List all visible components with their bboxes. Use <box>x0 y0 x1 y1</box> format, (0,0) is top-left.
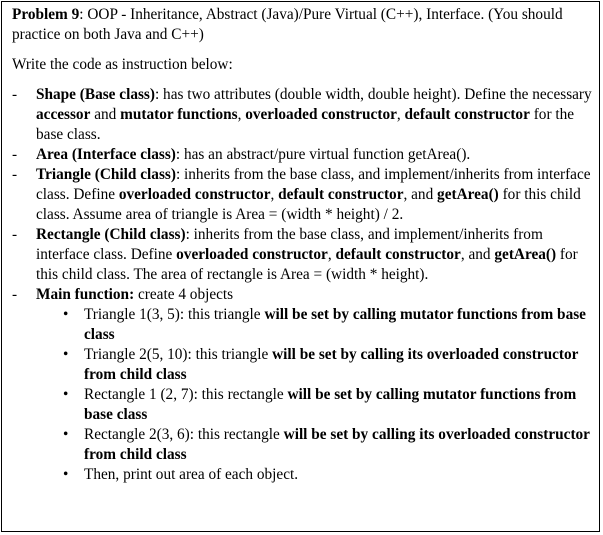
items-0-text: default constructor <box>404 106 530 123</box>
items-0-text: , <box>237 106 246 123</box>
items-3-text: (Child class) <box>104 226 186 243</box>
items-3-text: default constructor <box>335 246 461 263</box>
dash-marker: - <box>12 226 18 243</box>
items-4-text: Main function: <box>36 286 135 303</box>
dash-marker: - <box>12 166 18 183</box>
items-0-text: , <box>396 106 405 123</box>
instructions-intro: Write the code as instruction below: <box>12 56 233 73</box>
dash-marker: - <box>12 286 18 303</box>
bullets-1-text: Triangle 2(5, 10): this triangle <box>84 346 273 363</box>
object-item <box>12 425 597 465</box>
items-3-text: , and <box>460 246 495 263</box>
bullets-1-text: will be set by calling its overloaded constructor from child class <box>84 346 579 383</box>
problem-description: : OOP - Inheritance, Abstract (Java)/Pure Virtual (C++), Interface. (You should practice on both Java and C++) <box>12 6 563 43</box>
requirement-item <box>12 285 597 305</box>
items-3-text: Rectangle <box>36 226 101 243</box>
bullets-2-text: Rectangle 1 (2, 7): this rectangle <box>84 386 288 403</box>
items-2-text: getArea() <box>437 186 499 203</box>
requirement-item <box>12 165 597 225</box>
bullet-icon: • <box>63 346 69 363</box>
items-2-text: Triangle (Child class) <box>36 166 176 183</box>
items-3-text: : inherits from the base class, and implement/inherits from interface class. Define <box>36 226 543 263</box>
bullet-icon: • <box>63 386 69 403</box>
problem-heading <box>12 5 597 45</box>
items-0-text: and <box>90 106 121 123</box>
object-item <box>12 385 597 425</box>
dash-marker: - <box>12 146 18 163</box>
items-3-text: for this child class. The area of rectangle is Area = (width * height). <box>36 246 578 283</box>
bullet-icon: • <box>63 306 69 323</box>
bullets-0-text: Triangle 1(3, 5): this triangle <box>84 306 265 323</box>
items-0-text: overloaded constructor <box>245 106 397 123</box>
requirement-item <box>12 225 597 285</box>
items-3-text: overloaded constructor <box>176 246 328 263</box>
items-3-text: , <box>327 246 336 263</box>
items-2-text: : inherits from the base class, and implement/inherits from interface class. Define <box>36 166 591 203</box>
items-0-text: accessor <box>36 106 91 123</box>
objects-list <box>12 305 597 485</box>
items-2-text: , <box>270 186 279 203</box>
object-item <box>12 305 597 345</box>
requirements-list <box>12 85 597 305</box>
object-item <box>12 465 597 485</box>
problem-content <box>12 5 597 485</box>
items-0-text: Shape (Base class) <box>36 86 155 103</box>
items-2-text: default constructor <box>278 186 404 203</box>
requirement-item <box>12 145 597 165</box>
problem-title: Problem 9 <box>12 6 80 23</box>
bullets-0-text: will be set by calling mutator functions from base class <box>84 306 586 343</box>
items-1-text: : has an abstract/pure virtual function getArea(). <box>175 146 471 163</box>
items-4-text: create 4 objects <box>134 286 234 303</box>
items-3-text: getArea() <box>494 246 557 263</box>
problem-box <box>1 1 600 532</box>
object-item <box>12 345 597 385</box>
items-2-text: for this child class. Assume area of triangle is Area = (width * height) / 2. <box>36 186 581 223</box>
bullets-4-text: Then, print out area of each object. <box>84 466 299 483</box>
items-2-text: overloaded constructor <box>118 186 271 203</box>
bullets-3-text: Rectangle 2(3, 6): this rectangle <box>84 426 284 443</box>
bullet-icon: • <box>63 426 69 443</box>
items-0-text: for the base class. <box>36 106 575 143</box>
bullets-2-text: will be set by calling mutator functions from base class <box>84 386 577 423</box>
bullets-3-text: will be set by calling its overloaded constructor from child class <box>84 426 590 463</box>
items-2-text: , and <box>403 186 438 203</box>
bullet-icon: • <box>63 466 69 483</box>
dash-marker: - <box>12 86 18 103</box>
requirement-item <box>12 85 597 145</box>
items-1-text: Area (Interface class) <box>36 146 176 163</box>
items-0-text: mutator functions <box>120 106 238 123</box>
items-0-text: : has two attributes (double width, double height). Define the necessary <box>154 86 592 103</box>
